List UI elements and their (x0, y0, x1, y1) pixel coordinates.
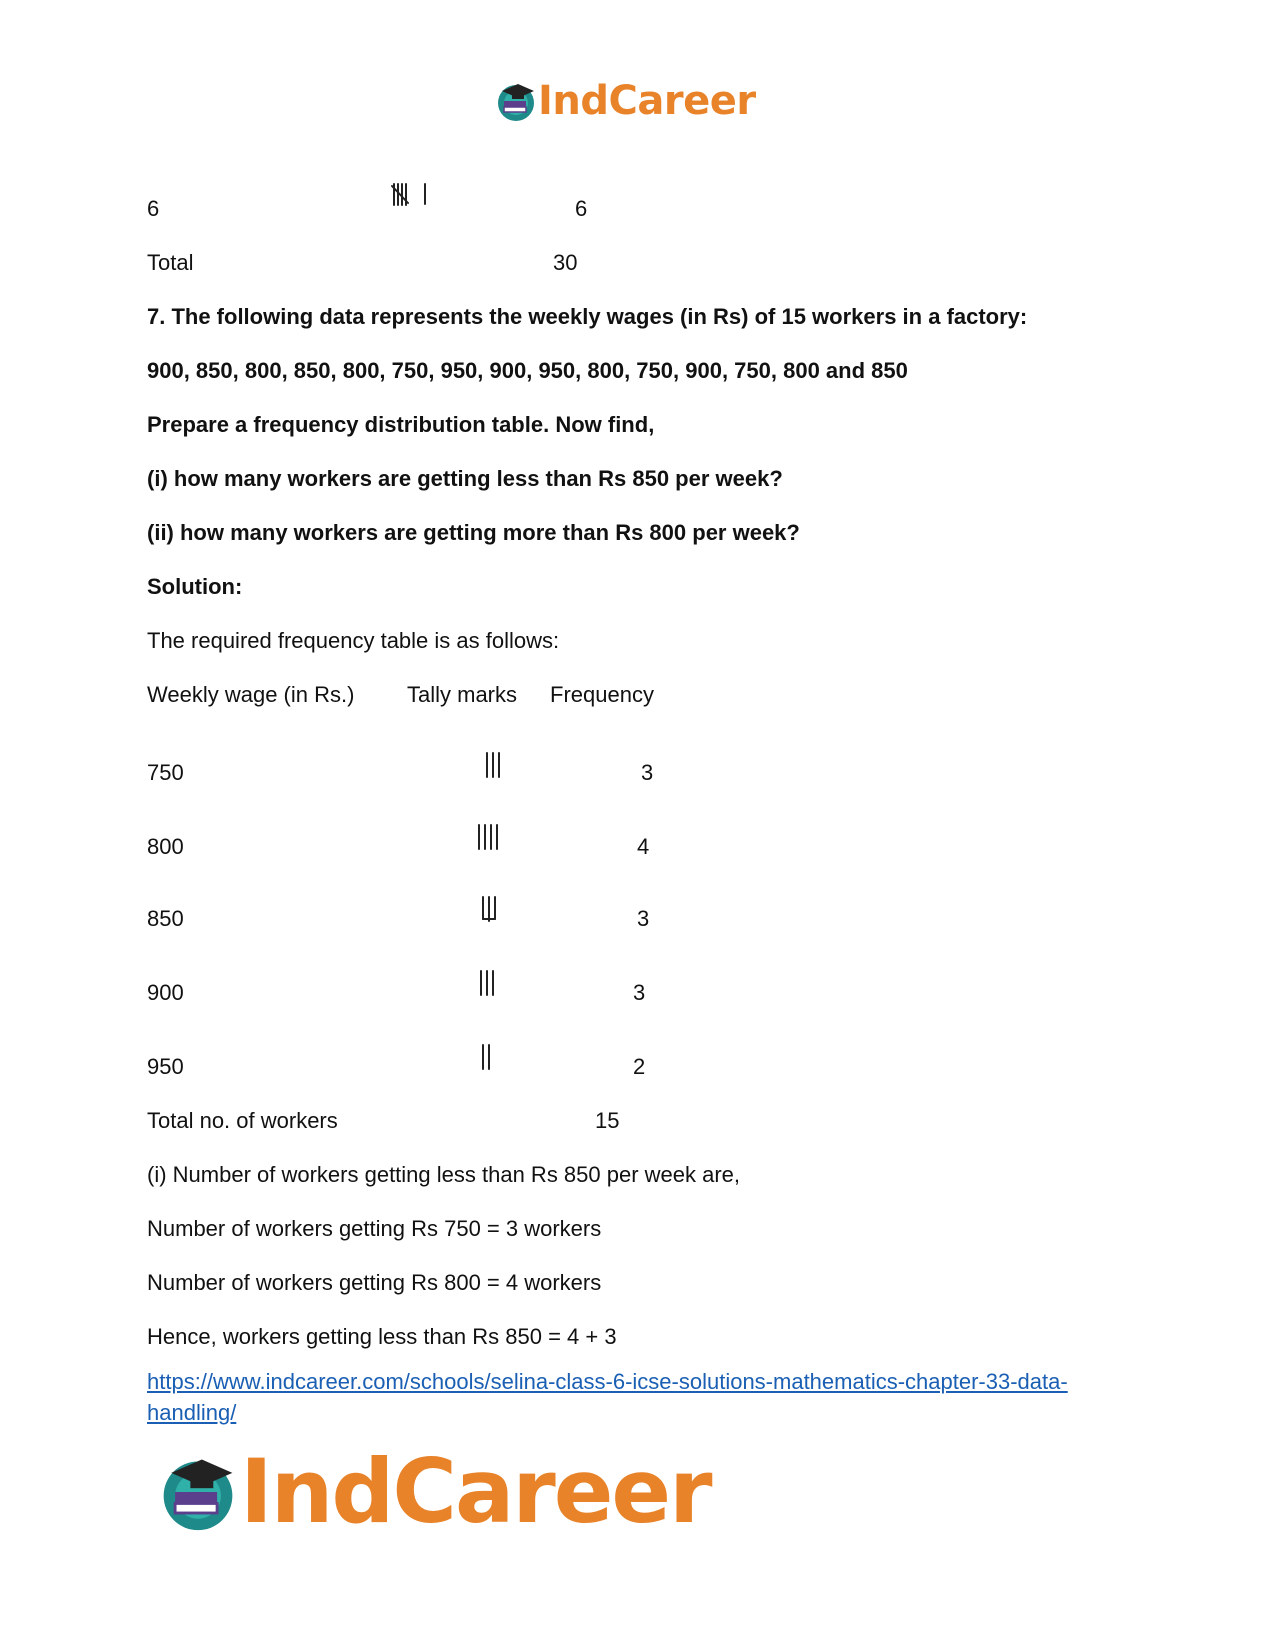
table-header-frequency: Frequency (550, 682, 654, 707)
tally-marks-three (484, 750, 508, 780)
footer-logo (156, 1440, 711, 1543)
tally-marks-three (478, 968, 502, 998)
table-row-wage: 950 (147, 1054, 184, 1079)
table-total-value: 15 (595, 1108, 620, 1133)
question-part-i: (i) how many workers are getting less than Rs 850 per week? (147, 466, 783, 491)
solution-intro: The required frequency table is as follows: (147, 628, 560, 653)
tally-marks-two (480, 1042, 498, 1072)
table-row-wage: 750 (147, 760, 184, 785)
tally-marks-three (480, 894, 504, 924)
prev-row-value: 6 (147, 196, 160, 221)
table-header-tally: Tally marks (407, 682, 518, 707)
question-part-ii: (ii) how many workers are getting more than Rs 800 per week? (147, 520, 800, 545)
table-row-frequency: 4 (637, 834, 650, 859)
solution-line: Hence, workers getting less than Rs 850 = 4 + 3 (147, 1324, 617, 1349)
table-total-label: Total no. of workers (147, 1108, 338, 1133)
question-prompt: Prepare a frequency distribution table. Now find, (147, 412, 655, 437)
solution-line: Number of workers getting Rs 750 = 3 workers (147, 1216, 602, 1241)
prev-row-frequency: 6 (575, 196, 588, 221)
prev-row-tally-five-one (391, 181, 431, 209)
table-row-wage: 850 (147, 906, 184, 931)
solution-heading: Solution: (147, 574, 243, 599)
table-row-frequency: 2 (633, 1054, 646, 1079)
table-row-wage: 900 (147, 980, 184, 1005)
table-header-wage: Weekly wage (in Rs.) (147, 682, 355, 707)
solution-line: (i) Number of workers getting less than Rs 850 per week are, (147, 1162, 741, 1187)
logo-globe-icon (156, 1450, 240, 1534)
prev-total-label: Total (147, 250, 194, 275)
table-row-wage: 800 (147, 834, 184, 859)
table-row-frequency: 3 (641, 760, 654, 785)
table-row-frequency: 3 (637, 906, 650, 931)
logo-globe-icon (494, 79, 538, 123)
prev-total-value: 30 (553, 250, 578, 275)
header-logo (494, 78, 756, 124)
logo-wordmark: IndCareer (538, 78, 756, 124)
source-url-link[interactable]: https://www.indcareer.com/schools/selina-class-6-icse-solutions-mathematics-chapter-33-data-handling/ (147, 1369, 1068, 1425)
logo-wordmark: IndCareer (240, 1440, 711, 1543)
tally-marks-four (476, 822, 506, 852)
solution-line: Number of workers getting Rs 800 = 4 workers (147, 1270, 602, 1295)
question-title: 7. The following data represents the weekly wages (in Rs) of 15 workers in a factory: (147, 304, 1028, 329)
table-row-frequency: 3 (633, 980, 646, 1005)
question-data: 900, 850, 800, 850, 800, 750, 950, 900, 950, 800, 750, 900, 750, 800 and 850 (147, 358, 908, 383)
